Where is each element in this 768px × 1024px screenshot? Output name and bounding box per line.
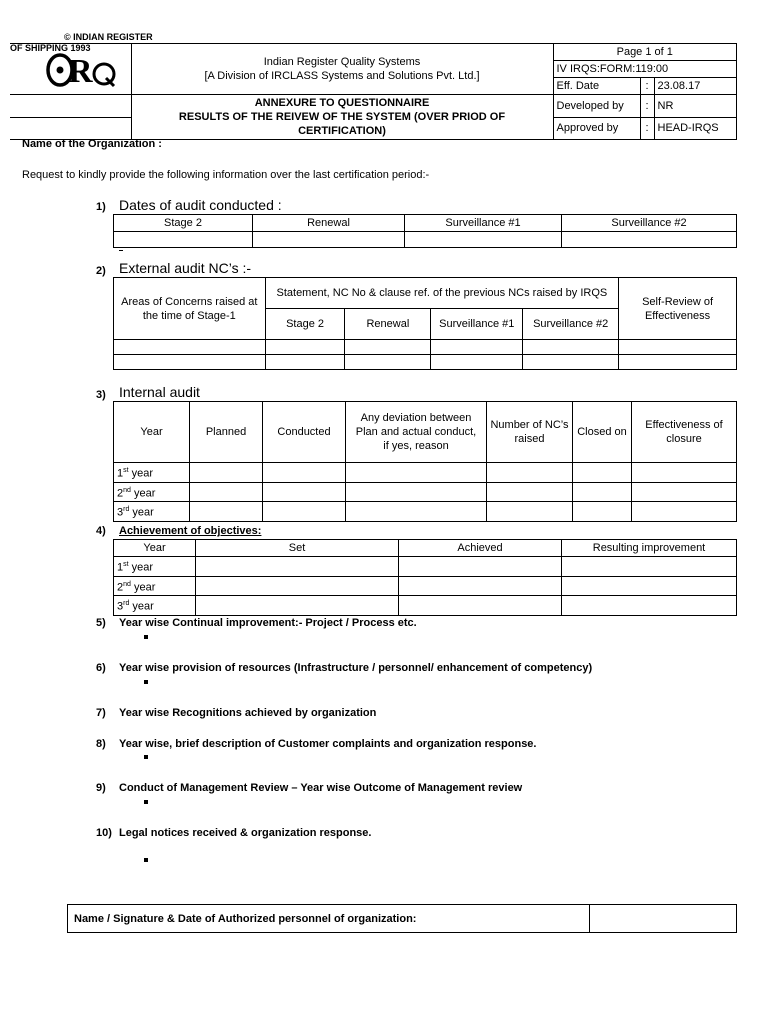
- results-title: RESULTS OF THE REIVEW OF THE SYSTEM (OVER PRIOD OF CERTIFICATION): [178, 111, 506, 137]
- input-renewal[interactable]: [253, 232, 405, 248]
- cell[interactable]: [573, 463, 632, 483]
- approved-by-label: Approved by: [553, 117, 640, 140]
- year-3: 3rd year: [114, 502, 190, 522]
- col-stage-2: Stage 2: [114, 215, 253, 232]
- obj-col-achieved: Achieved: [399, 540, 562, 557]
- col-conducted: Conducted: [263, 402, 346, 463]
- section-1-number: 1): [96, 201, 106, 213]
- cell[interactable]: [487, 482, 573, 502]
- bullet-icon: [144, 680, 148, 684]
- cell[interactable]: [346, 482, 487, 502]
- obj-year-2: 2nd year: [114, 576, 196, 596]
- cell[interactable]: [619, 355, 737, 370]
- cell[interactable]: [431, 340, 523, 355]
- sub-surveillance-1: Surveillance #1: [431, 309, 523, 340]
- external-audit-table: [113, 277, 737, 370]
- internal-audit-table: [113, 401, 737, 522]
- cell[interactable]: [523, 355, 619, 370]
- request-text: Request to kindly provide the following information over the last certification period:-: [22, 169, 430, 181]
- cell[interactable]: [487, 463, 573, 483]
- item-6-text: Year wise provision of resources (Infrastructure / personnel/ enhancement of competency): [119, 662, 593, 674]
- eff-date-value: 23.08.17: [654, 78, 737, 95]
- company-cell: [131, 44, 553, 95]
- section-1-title: Dates of audit conducted :: [119, 197, 282, 213]
- bullet-icon: [144, 635, 148, 639]
- cell[interactable]: [487, 502, 573, 522]
- item-5-number: 5): [96, 617, 106, 629]
- item-9-text: Conduct of Management Review – Year wise Outcome of Management review: [119, 782, 523, 794]
- cell[interactable]: [399, 596, 562, 616]
- item-9-number: 9): [96, 782, 106, 794]
- annexure-cell: [131, 95, 553, 140]
- cell[interactable]: [190, 502, 263, 522]
- sub-surveillance-2: Surveillance #2: [523, 309, 619, 340]
- col-statement: Statement, NC No & clause ref. of the previous NCs raised by IRQS: [265, 278, 618, 309]
- signature-label: Name / Signature & Date of Authorized personnel of organization:: [68, 905, 590, 933]
- bullet-icon: [144, 755, 148, 759]
- company-division: [A Division of IRCLASS Systems and Solutions Pvt. Ltd.]: [204, 70, 480, 82]
- form-number: IV IRQS:FORM:119:00: [553, 61, 737, 78]
- item-6-number: 6): [96, 662, 106, 674]
- col-areas-of-concern: Areas of Concerns raised at the time of Stage-1: [114, 278, 266, 340]
- col-renewal: Renewal: [253, 215, 405, 232]
- cell[interactable]: [632, 463, 737, 483]
- developed-by-sep: :: [640, 95, 654, 118]
- col-self-review: Self-Review of Effectiveness: [619, 278, 737, 340]
- cell[interactable]: [399, 576, 562, 596]
- cell[interactable]: [114, 355, 266, 370]
- col-closed-on: Closed on: [573, 402, 632, 463]
- developed-by-value: NR: [654, 95, 737, 118]
- cell[interactable]: [196, 596, 399, 616]
- obj-year-3: 3rd year: [114, 596, 196, 616]
- obj-year-1: 1st year: [114, 557, 196, 577]
- col-year: Year: [114, 402, 190, 463]
- logo-cell: [10, 44, 131, 95]
- cell[interactable]: [562, 576, 737, 596]
- cell[interactable]: [346, 463, 487, 483]
- copyright-text-2: OF SHIPPING 1993: [10, 43, 91, 53]
- section-4-number: 4): [96, 525, 106, 537]
- logo-cell-bottom-2: [10, 117, 131, 140]
- section-4-title: Achievement of objectives:: [119, 525, 262, 537]
- eff-date-sep: :: [640, 78, 654, 95]
- section-2-number: 2): [96, 265, 106, 277]
- cell[interactable]: [632, 502, 737, 522]
- section-3-number: 3): [96, 389, 106, 401]
- cell[interactable]: [619, 340, 737, 355]
- approved-by-sep: :: [640, 117, 654, 140]
- cell[interactable]: [399, 557, 562, 577]
- col-deviation: [346, 402, 487, 463]
- cell[interactable]: [190, 482, 263, 502]
- bullet-icon: [144, 800, 148, 804]
- col-surveillance-1: Surveillance #1: [405, 215, 562, 232]
- cell[interactable]: [114, 340, 266, 355]
- audit-dates-table: [113, 214, 737, 248]
- col-deviation-reason: if yes, reason: [383, 440, 449, 452]
- col-nc-count: Number of NC’s raised: [487, 402, 573, 463]
- cell[interactable]: [265, 340, 345, 355]
- item-7-number: 7): [96, 707, 106, 719]
- obj-col-year: Year: [114, 540, 196, 557]
- section-2-title: External audit NC’s :-: [119, 260, 252, 276]
- page-number: Page 1 of 1: [553, 44, 737, 61]
- cell[interactable]: [190, 463, 263, 483]
- cell[interactable]: [573, 482, 632, 502]
- cell[interactable]: [196, 576, 399, 596]
- cell[interactable]: [523, 340, 619, 355]
- svg-text:R: R: [68, 53, 93, 88]
- stray-mark: [119, 250, 123, 251]
- item-8-text: Year wise, brief description of Customer complaints and organization response.: [119, 738, 537, 750]
- item-10-number: 10): [96, 827, 112, 839]
- annexure-title: ANNEXURE TO QUESTIONNAIRE: [254, 97, 430, 109]
- year-2: 2nd year: [114, 482, 190, 502]
- bullet-icon: [144, 858, 148, 862]
- item-7-text: Year wise Recognitions achieved by organization: [119, 707, 377, 719]
- cell[interactable]: [345, 340, 431, 355]
- organization-name-label: Name of the Organization :: [22, 138, 162, 150]
- logo-cell-bottom: [10, 95, 131, 118]
- col-planned: Planned: [190, 402, 263, 463]
- cell[interactable]: [263, 463, 346, 483]
- cell[interactable]: [263, 482, 346, 502]
- item-8-number: 8): [96, 738, 106, 750]
- obj-col-improvement: Resulting improvement: [562, 540, 737, 557]
- cell[interactable]: [263, 502, 346, 522]
- sub-stage-2: Stage 2: [265, 309, 345, 340]
- eff-date-label: Eff. Date: [553, 78, 640, 95]
- copyright-text: © INDIAN REGISTER: [64, 32, 153, 42]
- input-surveillance-1[interactable]: [405, 232, 562, 248]
- approved-by-value: HEAD-IRQS: [654, 117, 737, 140]
- col-surveillance-2: Surveillance #2: [562, 215, 737, 232]
- objectives-table: [113, 539, 737, 616]
- item-10-text: Legal notices received & organization response.: [119, 827, 372, 839]
- company-name: Indian Register Quality Systems: [263, 56, 421, 68]
- input-stage-2[interactable]: [114, 232, 253, 248]
- col-effectiveness: Effectiveness of closure: [632, 402, 737, 463]
- cell[interactable]: [573, 502, 632, 522]
- section-3-title: Internal audit: [119, 384, 200, 400]
- cell[interactable]: [346, 502, 487, 522]
- developed-by-label: Developed by: [553, 95, 640, 118]
- year-1: 1st year: [114, 463, 190, 483]
- cell[interactable]: [265, 355, 345, 370]
- sub-renewal: Renewal: [345, 309, 431, 340]
- cell[interactable]: [196, 557, 399, 577]
- col-deviation-text: Any deviation between Plan and actual conduct,: [355, 412, 477, 438]
- item-5-text: Year wise Continual improvement:- Project / Process etc.: [119, 617, 417, 629]
- obj-col-set: Set: [196, 540, 399, 557]
- signature-field[interactable]: [590, 905, 737, 933]
- signature-table: [67, 904, 737, 933]
- cell[interactable]: [562, 557, 737, 577]
- cell[interactable]: [632, 482, 737, 502]
- cell[interactable]: [345, 355, 431, 370]
- cell[interactable]: [431, 355, 523, 370]
- input-surveillance-2[interactable]: [562, 232, 737, 248]
- cell[interactable]: [562, 596, 737, 616]
- header-table: [10, 43, 737, 140]
